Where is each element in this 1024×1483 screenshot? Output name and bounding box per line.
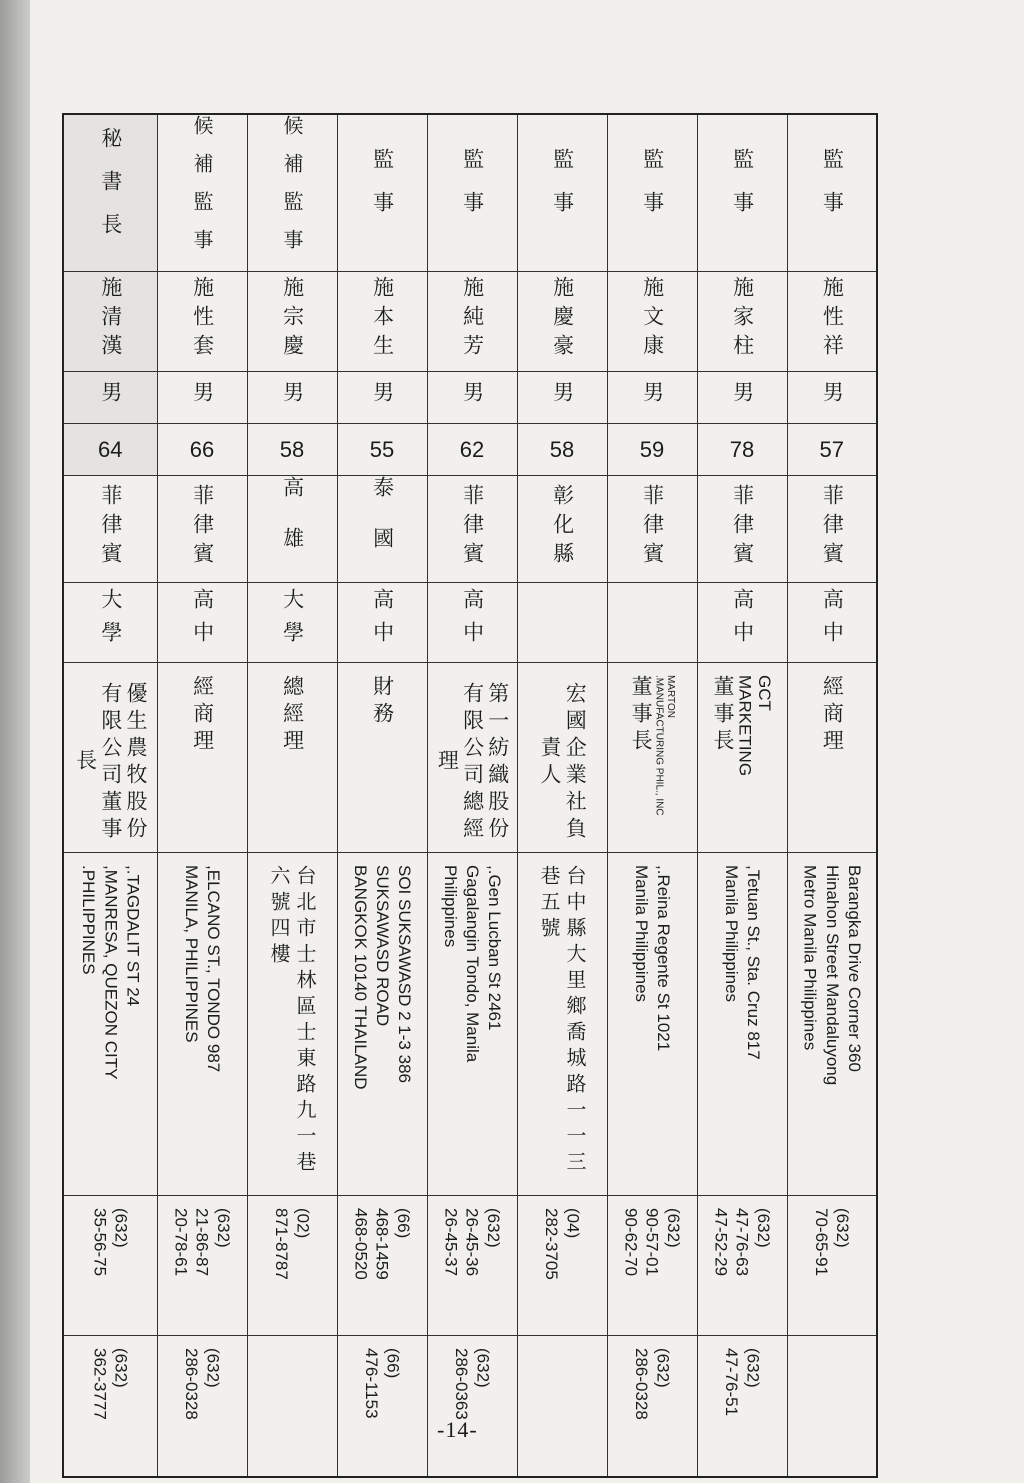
cell-fax: [697, 1336, 787, 1477]
cell-occupation: [697, 663, 787, 853]
cell-education: [607, 583, 697, 663]
name-text: 施純芳: [460, 276, 485, 363]
cell-fax: [247, 1336, 337, 1477]
cell-origin: [337, 476, 427, 583]
title-text: 候補監事: [190, 115, 214, 267]
cell-phone: [787, 1196, 877, 1336]
cell-occupation: [427, 663, 517, 853]
address-text: 1021 Reina Regente St., Manila Philippines: [632, 865, 674, 1052]
gender-text: 男: [370, 381, 395, 410]
phone-text: (04) 282-3705: [542, 1208, 583, 1280]
origin-text: 菲律賓: [460, 483, 485, 571]
cell-fax: [517, 1336, 607, 1477]
cell-name: [697, 272, 787, 372]
origin-text: 菲律賓: [98, 483, 123, 571]
cell-address: [607, 853, 697, 1196]
cell-title: [697, 114, 787, 272]
cell-name: [517, 272, 607, 372]
origin-text: 泰國: [370, 476, 395, 578]
cell-occupation: [247, 663, 337, 853]
cell-fax: [157, 1336, 247, 1477]
origin-text: 彰化縣: [550, 483, 575, 571]
phone-text: (632) 21-86-87 20-78-61: [171, 1208, 233, 1277]
address-text: 2461 Gen Lucban St., Gagalangin Tondo, Manila Philippines: [440, 865, 505, 1063]
cell-age: [63, 424, 157, 476]
age-text: 58: [279, 436, 305, 462]
education-text: 高中: [730, 587, 755, 654]
cell-education: [157, 583, 247, 663]
occupation-text: 總經理: [280, 675, 305, 756]
cell-title: [337, 114, 427, 272]
cell-origin: [697, 476, 787, 583]
occupation-text: 第一紡織股份有限公司總經理: [435, 681, 510, 844]
cell-fax: [63, 1336, 157, 1477]
education-text: 大學: [280, 587, 305, 654]
phone-text: (632) 35-56-75: [90, 1208, 131, 1277]
phone-text: (02) 871-8787: [272, 1208, 313, 1280]
gender-text: 男: [730, 381, 755, 410]
cell-origin: [607, 476, 697, 583]
gender-text: 男: [280, 381, 305, 410]
cell-title: [517, 114, 607, 272]
cell-gender: [63, 372, 157, 424]
name-text: 施性套: [190, 276, 215, 363]
cell-address: [157, 853, 247, 1196]
row-title: [63, 114, 877, 272]
roster-table: [62, 113, 878, 1478]
occupation-text: 董事長: [629, 675, 654, 756]
cell-gender: [337, 372, 427, 424]
cell-name: [787, 272, 877, 372]
cell-name: [607, 272, 697, 372]
cell-name: [427, 272, 517, 372]
cell-address: [337, 853, 427, 1196]
cell-occupation: [337, 663, 427, 853]
cell-address: [427, 853, 517, 1196]
age-text: 55: [369, 436, 395, 462]
address-text: 817 Tetuan St., Sta. Cruz, Manila Philippines: [722, 865, 764, 1060]
cell-education: [697, 583, 787, 663]
age-text: 58: [549, 436, 575, 462]
cell-education: [787, 583, 877, 663]
title-text: 候補監事: [280, 115, 304, 267]
fax-text: (632) 47-76-51: [722, 1348, 763, 1417]
cell-gender: [697, 372, 787, 424]
occupation-text: 經商理: [820, 675, 845, 756]
cell-phone: [697, 1196, 787, 1336]
cell-age: [157, 424, 247, 476]
cell-gender: [157, 372, 247, 424]
cell-title: [157, 114, 247, 272]
page-number: -14-: [437, 1417, 478, 1442]
name-text: 施本生: [370, 276, 395, 363]
name-text: 施宗慶: [280, 276, 305, 363]
row-fax: [63, 1336, 877, 1477]
education-text: 高中: [460, 587, 485, 654]
cell-gender: [787, 372, 877, 424]
education-text: 高中: [370, 587, 395, 654]
cell-occupation: [607, 663, 697, 853]
occupation-text: 董事長: [711, 675, 736, 756]
cell-title: [607, 114, 697, 272]
gender-text: 男: [98, 381, 123, 410]
title-text: 監事: [730, 148, 755, 234]
row-gender: [63, 372, 877, 424]
row-phone: [63, 1196, 877, 1336]
cell-gender: [517, 372, 607, 424]
cell-title: [63, 114, 157, 272]
cell-age: [427, 424, 517, 476]
education-text: 高中: [820, 587, 845, 654]
occupation-en-text: MARTON MANUFACTURING PHIL., INC.: [653, 675, 677, 816]
cell-occupation: [63, 663, 157, 853]
occupation-text: 宏國企業社負責人: [538, 681, 588, 844]
cell-origin: [517, 476, 607, 583]
cell-origin: [247, 476, 337, 583]
cell-occupation: [517, 663, 607, 853]
title-text: 監事: [550, 148, 575, 234]
cell-age: [697, 424, 787, 476]
cell-phone: [427, 1196, 517, 1336]
cell-origin: [787, 476, 877, 583]
cell-education: [517, 583, 607, 663]
fax-text: (632) 286-0363: [452, 1348, 493, 1420]
cell-address: [787, 853, 877, 1196]
origin-text: 菲律賓: [730, 483, 755, 571]
cell-gender: [247, 372, 337, 424]
cell-occupation: [787, 663, 877, 853]
fax-text: (632) 362-3777: [90, 1348, 131, 1420]
name-text: 施慶豪: [550, 276, 575, 363]
age-text: 66: [189, 436, 215, 462]
cell-origin: [427, 476, 517, 583]
education-text: 大學: [98, 587, 123, 654]
cell-fax: [787, 1336, 877, 1477]
address-text: 台中縣大里鄉喬城路一一三巷五號: [537, 865, 587, 1177]
name-text: 施家柱: [730, 276, 755, 363]
education-text: 高中: [190, 587, 215, 654]
address-text: 987 ELCANO ST., TONDO, MANILA, PHILIPPINES: [182, 865, 224, 1073]
phone-text: (66) 468-1459 468-0520: [351, 1208, 413, 1280]
cell-name: [157, 272, 247, 372]
name-text: 施清漢: [98, 276, 123, 363]
address-text: 24 TAGDALIT ST., MANRESA, QUEZON CITY, PHILIPPINES.: [79, 865, 143, 1080]
title-text: 監事: [820, 148, 845, 234]
fax-text: (632) 286-0328: [182, 1348, 223, 1420]
cell-origin: [63, 476, 157, 583]
row-education: [63, 583, 877, 663]
title-text: 監事: [460, 148, 485, 234]
cell-fax: [337, 1336, 427, 1477]
cell-occupation: [157, 663, 247, 853]
gender-text: 男: [190, 381, 215, 410]
address-text: 360 Barangka Drive Corner Hinahon Street Mandaluyong Metro Manila Philippines: [800, 865, 864, 1086]
gender-text: 男: [460, 381, 485, 410]
cell-fax: [607, 1336, 697, 1477]
origin-text: 菲律賓: [190, 483, 215, 571]
cell-phone: [63, 1196, 157, 1336]
phone-text: (632) 90-57-01 90-62-70: [621, 1208, 683, 1277]
address-text: 台北市士林區士東路九一巷六號四樓: [267, 865, 317, 1177]
title-text: 秘書長: [98, 126, 123, 256]
cell-age: [337, 424, 427, 476]
cell-origin: [157, 476, 247, 583]
age-text: 62: [459, 436, 485, 462]
age-text: 78: [729, 436, 755, 462]
cell-address: [517, 853, 607, 1196]
age-text: 64: [98, 436, 123, 462]
origin-text: 菲律賓: [820, 483, 845, 571]
name-text: 施文康: [640, 276, 665, 363]
age-text: 59: [639, 436, 665, 462]
title-text: 監事: [370, 148, 395, 234]
title-text: 監事: [640, 148, 665, 234]
cell-address: [247, 853, 337, 1196]
fax-text: (632) 286-0328: [632, 1348, 673, 1420]
row-origin: [63, 476, 877, 583]
cell-phone: [607, 1196, 697, 1336]
cell-name: [63, 272, 157, 372]
cell-phone: [247, 1196, 337, 1336]
name-text: 施性祥: [820, 276, 845, 363]
row-address: [63, 853, 877, 1196]
cell-age: [517, 424, 607, 476]
cell-education: [63, 583, 157, 663]
origin-text: 菲律賓: [640, 483, 665, 571]
occupation-en-text: GCT MARKETING: [735, 675, 775, 777]
origin-text: 高雄: [280, 476, 305, 578]
cell-education: [427, 583, 517, 663]
cell-age: [607, 424, 697, 476]
cell-phone: [517, 1196, 607, 1336]
occupation-text: 優生農牧股份有限公司董事長: [73, 681, 149, 844]
cell-fax: [427, 1336, 517, 1477]
cell-phone: [337, 1196, 427, 1336]
cell-title: [427, 114, 517, 272]
gender-text: 男: [550, 381, 575, 410]
gender-text: 男: [640, 381, 665, 410]
row-age: [63, 424, 877, 476]
row-occupation: [63, 663, 877, 853]
cell-title: [787, 114, 877, 272]
cell-name: [247, 272, 337, 372]
gender-text: 男: [820, 381, 845, 410]
age-text: 57: [819, 436, 844, 462]
cell-address: [63, 853, 157, 1196]
cell-education: [337, 583, 427, 663]
cell-gender: [427, 372, 517, 424]
fax-text: (66) 476-1153: [362, 1348, 403, 1419]
occupation-text: 經商理: [190, 675, 215, 756]
phone-text: (632) 70-65-91: [811, 1208, 852, 1277]
cell-education: [247, 583, 337, 663]
address-text: 386 1-3 SOI SUKSAWASD 2 SUKSAWASD ROAD BANGKOK 10140 THAILAND: [350, 865, 415, 1090]
cell-age: [247, 424, 337, 476]
cell-phone: [157, 1196, 247, 1336]
phone-text: (632) 47-76-63 47-52-29: [711, 1208, 773, 1277]
cell-age: [787, 424, 877, 476]
cell-address: [697, 853, 787, 1196]
occupation-text: 財務: [370, 675, 395, 729]
row-name: [63, 272, 877, 372]
phone-text: (632) 26-45-36 26-45-37: [441, 1208, 503, 1277]
cell-title: [247, 114, 337, 272]
cell-gender: [607, 372, 697, 424]
cell-name: [337, 272, 427, 372]
